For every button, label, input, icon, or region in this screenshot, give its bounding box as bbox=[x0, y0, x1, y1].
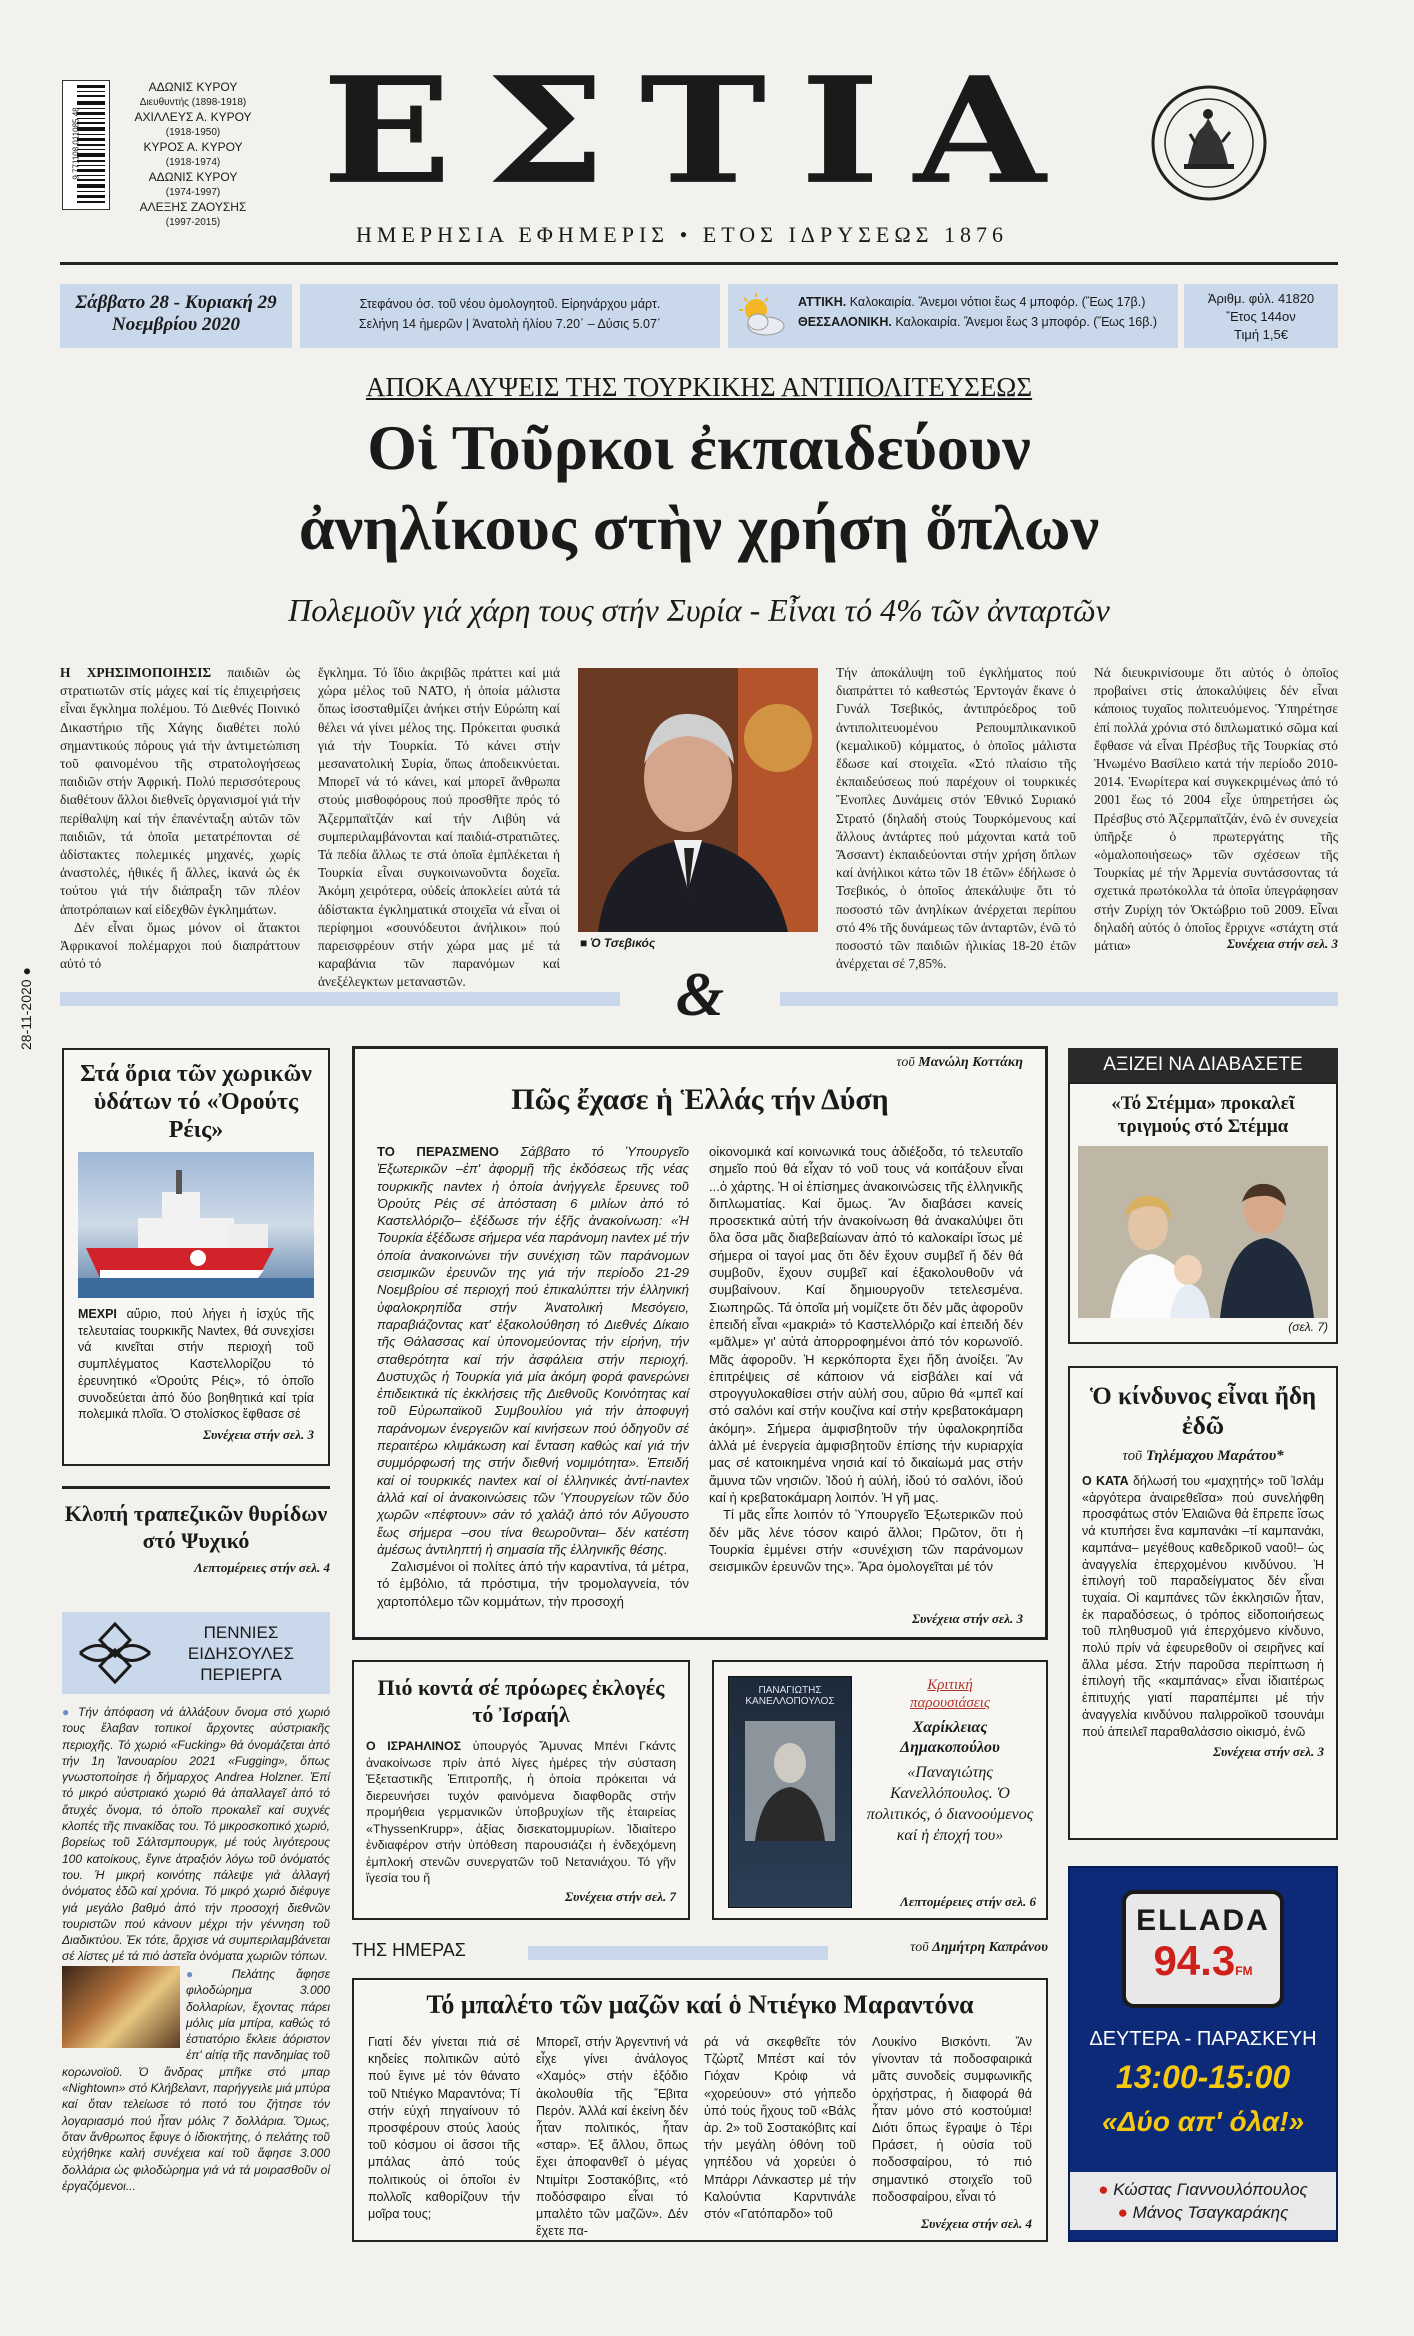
main-col-4: Νά διευκρινίσουμε ὅτι αὐτός ὁ ὁποῖος προβαίνει στίς ἀποκαλύψεις δέν εἶναι κάποιος τυχαῖος πολιτευόμενος. Ὑπηρέτησε ἐπί πολλά χρόνια στό διπλωματικό σῶμα καί ἔφθασε νά εἶναι Πρέσβυς τῆς Τουρκίας στό Ἠνωμένο Βασίλειο κατά τήν περίοδο 2010-2014. Ἐνωρίτερα καί συγκεκριμένως ἀπό τό 2001 ἕως τό 2004 εἶχε ὑπηρετήσει ὡς Πρέσβυς στό Ἀζερμπαϊτζάν, ἐνῶ ἐν συνεχεία ὑπῆρξε ὁ πρωτεργάτης τῆς «ὁμαλοποιήσεως» τῶν σχέσεων τῆς Τουρκίας μέ τήν Ἀρμενία συντάσσοντας τά σχετικά πρωτόκολλα τά ὁποῖα ὑπεγράφησαν στήν Ζυρίχη τόν Ὀκτώβριο τοῦ 2009. Εἶναι δηλαδή αὐτός ὁ ὁποῖος ἔρριχνε «στάχτη στά μάτια» bbox=[1094, 665, 1338, 954]
israel-box bbox=[352, 1660, 690, 1920]
news-item-1: ● Τήν ἀπόφαση νά ἀλλάξουν ὄνομα στό χωριό τους ἔλαβαν τοπικοί ἄρχοντες αὐστριακῆς περιοχῆς. Τό χωριό «Fucking» θά ὀνομάζεται ἀπό τήν 1η Ἰανουαρίου 2021 «Fugging», ὅπως γνωστοποίησε ἡ δήμαρχος Andrea Holzner. Ἐπί τό μικρό αὐστριακό χωριό θά ἀπαλλαγεῖ ἀπό τό ἄτυχές ὄνομα, τό ὁποῖο προκαλεῖ καί συχνές κλοπές τῆς πινακίδας του. Τό μικροσκοπικό χωριό, βορείως τοῦ Σάλτσμπουργκ, μέ τούς λιγότερους 100 κατοίκους, ἔγινε ἀτραξιόν λόγω τοῦ ὀνόματός του. Ἡ μικρή κοινότης πάλεψε γιά ἀλλαγή ὀνόματος ἐδῶ καί χρόνια. Τό μικρό χωριό διέφυγε γιά μεγάλο βαθμό ἀπό τήν προσοχή διεθνῶν τουριστῶν πού κάνουν μέχρι τήν γέννηση τοῦ Διαδικτύου. Ἐκ τότε, ἄρχισε νά συμπεριλαμβάνεται σέ λίστες μέ τά πιό ἀστεῖα ὀνόματα χωριῶν τόπων. bbox=[62, 1705, 330, 1964]
founder-4: ΑΔΩΝΙΣ ΚΥΡΟΥ (1974-1997) bbox=[148, 170, 238, 198]
radio-days: ΔΕΥΤΕΡΑ - ΠΑΡΑΣΚΕΥΗ bbox=[1089, 2028, 1317, 2050]
radio-logo bbox=[1122, 1890, 1284, 2008]
worth-photo bbox=[1078, 1146, 1328, 1318]
day-col-2: Μπορεῖ, στήν Ἀργεντινή νά εἶχε γίνει ἀνάλογος «Χαμός» στήν ἐξόδιο ἀκολουθία τῆς Ἔβιτα Περόν. Ἀλλά καί ἐκείνη δέν ἦταν πολιτικός, ἦταν «σταρ». Ἐξ ἄλλου, ὅπως ἔχει ἀποφανθεῖ ὁ μέγας Ντιμίτρι Σοστακόβιτς, «τό ποδόσφαιρο εἶναι τό μπαλέτο τῶν μαζῶν». Δέν ἔχετε πα- bbox=[536, 2035, 688, 2239]
review-label: Κριτική παρουσιάσεις bbox=[910, 1677, 990, 1711]
masthead-title: ΕΣΤΙΑ bbox=[322, 45, 1080, 218]
barcode-number: 9 771108 011085 48 bbox=[71, 107, 81, 180]
day-rule bbox=[528, 1946, 828, 1960]
date-line-1: Σάββατο 28 - Κυριακή 29 bbox=[75, 292, 277, 313]
israel-continue[interactable]: Συνέχεια στήν σελ. 7 bbox=[565, 1888, 676, 1904]
main-subhead: Πολεμοῦν γιά χάρη τους στήν Συρία - Εἶναι τό 4% τῶν ἀνταρτῶν bbox=[288, 592, 1110, 628]
oruc-photo bbox=[78, 1152, 314, 1298]
main-lead: Η ΧΡΗΣΙΜΟΠΟΙΗΣΙΣ bbox=[60, 665, 212, 680]
header-rule bbox=[60, 262, 1338, 265]
issue-price: Τιμή 1,5€ bbox=[1234, 327, 1288, 342]
danger-box bbox=[1068, 1366, 1338, 1840]
radio-host-1: ● Κώστας Γιαννουλόπουλος bbox=[1098, 2180, 1308, 2199]
news-item-2: ● Πελάτης ἄφησε φιλοδώρημα 3.000 δολλαρίων, ἔχοντας πάρει μόλις μία μπίρα, καθώς τό ἑστιατόριο ἔκλειε ἀόριστον ἐπ' αἰτίᾳ τῆς πανδημίας τοῦ κορωνοϊοῦ. Ὁ ἄνδρας μπῆκε στό μπαρ «Nightown» στό Κλήβελαντ, παρήγγειλε μιά μπύρα καί ὅταν τελείωσε τό ποτό του ζήτησε τόν λογαριασμό πού ἦταν μόλις 7 δολλάρια. Ὅμως, ὅταν ἄνθρωπος ἔφυγε ὁ ἰδιοκτήτης, ὁ πελάτης τοῦ εὐχήθηκε καλή συνέχεια καί τοῦ ἄφησε 3.000 δολλάρια ὡς φιλοδώρημα γιά νά τά μοιρασθοῦν οἱ ἐργαζόμενοι... bbox=[62, 1967, 330, 2193]
book-portrait-icon bbox=[745, 1721, 835, 1841]
day-title: Τό μπαλέτο τῶν μαζῶν καί ὁ Ντιέγκο Μαραντόνα bbox=[426, 1990, 974, 2019]
review-book-title: «Παναγιώτης Κανελλόπουλος. Ὁ πολιτικός, ὁ διανοούμενος καί ἡ ἐποχή του» bbox=[866, 1764, 1034, 1844]
oruc-continue[interactable]: Συνέχεια στήν σελ. 3 bbox=[203, 1426, 314, 1442]
west-byline: τοῦ Μανώλη Κοττάκη bbox=[896, 1055, 1023, 1070]
worth-page[interactable]: (σελ. 7) bbox=[1288, 1320, 1328, 1334]
divider-left bbox=[60, 992, 620, 1006]
seal-icon bbox=[1150, 84, 1268, 202]
main-photo bbox=[578, 668, 818, 932]
founder-5: ΑΛΕΞΗΣ ΖΑΟΥΣΗΣ (1997-2015) bbox=[139, 200, 247, 228]
review-text bbox=[862, 1676, 1038, 1846]
masthead-subtitle: ΗΜΕΡΗΣΙΑ ΕΦΗΜΕΡΙΣ • ΕΤΟΣ ΙΔΡΥΣΕΩΣ 1876 bbox=[356, 222, 1008, 247]
day-col-4: Λουκίνο Βισκόντι. Ἄν γίνονταν τά ποδοσφαιρικά μᾶτς συνοδείς συμφωνικῆς ὀρχήστρας, ἡ διαφορά θά ἦταν μόνο στό κοστούμια! Διότι ὅπως ἔγραψε ὁ Τέρι Πράσετ, ἡ οὐσία τοῦ ποδοσφαίρου, τό πιό σημαντικό στοιχεῖο τοῦ ποδοσφαίρου, εἶναι τό bbox=[872, 2035, 1032, 2204]
bullet-icon: ● bbox=[186, 1967, 211, 1981]
main-headline-1: Οἱ Τοῦρκοι ἐκπαιδεύουν bbox=[367, 412, 1031, 483]
radio-frequency: 94.3FM bbox=[1153, 1937, 1253, 1984]
side-date: 28-11-2020 ● bbox=[18, 967, 34, 1050]
oruc-text: ΜΕΧΡΙ αὔριο, πού λήγει ἡ ἰσχύς τῆς τελευταίας τουρκικῆς Navtex, θά συνεχίσει νά κινεῖται στήν περιοχή τοῦ συμπλέγματος Καστελλορίζου τό ἐρευνητικό «Ὀρούτς Ρέις», τό ὁποῖο συνοδεύεται ἀπό δύο βοηθητικά καί τρία πολεμικά πλοῖα. Ὁ στολίσκος ἔφθασε σέ bbox=[78, 1307, 314, 1422]
review-author: Χαρίκλειας Δημακοπούλου bbox=[900, 1719, 1000, 1756]
west-continue[interactable]: Συνέχεια στήν σελ. 3 bbox=[912, 1611, 1023, 1626]
ship-icon bbox=[78, 1152, 314, 1298]
review-continue[interactable]: Λεπτομέρειες στήν σελ. 6 bbox=[900, 1894, 1036, 1909]
radio-ad[interactable] bbox=[1068, 1866, 1338, 2242]
barcode bbox=[62, 80, 110, 210]
radio-station: ELLADA bbox=[1136, 1904, 1270, 1937]
west-title: Πῶς ἔχασε ἡ Ἑλλάς τήν Δύση bbox=[511, 1083, 889, 1116]
bullet-icon: ● bbox=[62, 1705, 72, 1719]
radio-show: «Δύο απ' όλα!» bbox=[1101, 2106, 1305, 2137]
main-col-1-text-b: Δέν εἶναι ὅμως μόνον οἱ ἄτακτοι Ἀφρικανοί πολέμαρχοι πού διαπράττουν αὐτό τό bbox=[60, 919, 300, 972]
book-cover-title: ΠΑΝΑΓΙΩΤΗΣ ΚΑΝΕΛΛΟΠΟΥΛΟΣ bbox=[745, 1685, 835, 1707]
worth-title: «Τό Στέμμα» προκαλεῖ τριγμούς στό Στέμμα bbox=[1111, 1093, 1295, 1137]
west-col-1: ΤΟ ΠΕΡΑΣΜΕΝΟ Σάββατο τό Ὑπουργεῖο Ἐξωτερικῶν –ἐπ' ἀφορμῇ τῆς ἐκδόσεως τῆς νέας τουρκικῆς navtex ἡ ὁποία ἀνήγγελε ἔρευνες τοῦ Ὀρούτς Ρέις σέ ἀπόσταση 6 μιλίων ἀπό τό Καστελλόριζο– ἐξέδωσε τήν ἑξῆς ἀνακοίνωση: «Ἡ Τουρκία ἐξέδωσε σήμερα νέα παράνομη navtex μέ τήν ὁποία ἀνακοινώνει τήν συνέχιση τῶν παράνομων σεισμικῶν ἐρευνῶν της γιά τήν περίοδο 21-29 Νοεμβρίου σέ περιοχή πού ἐπικαλύπτει τήν ἑλληνική ὑφαλοκρηπίδα στήν Ἀνατολική Μεσόγειο, παραβιάζοντας κατ' ἐξακολούθηση τό Διεθνές Δίκαιο τῆς Θάλασσας καί ὑπονομεύοντας τήν εἰρήνη, τήν σταθερότητα καί τήν ἀσφάλεια στήν περιοχή. Δυστυχῶς ἡ Τουρκία γιά μία ἀκόμη φορά φανερώνει ἐπιδεικτικά τίς ἐκκλήσεις τῆς Διεθνοῦς Κοινότητας καί τοῦ Εὐρωπαϊκοῦ Συμβουλίου γιά τήν ἀποφυγή παράνομων ἐνεργειῶν καί κινήσεων πού ὁδηγοῦν σέ περαιτέρω κλιμάκωση καί ἔνταση καθώς καί γιά τήν συμμόρφωσή της στήν διεθνή νομιμότητα». Ἐπειδή καί οἱ τουρκικές navtex καί οἱ ἑλληνικές ἀντί-navtex ἀλλά καί οἱ ἀνακοινώσεις τῶν Ὑπουργείων τῶν δύο χωρῶν «πέφτουν» σάν τό χαλάζι ἀπό τόν Αὔγουστο ἕως σήμερα –σου τίνα θεωροῦνται– δέν κατέστη ἀμέσως ἀντιληπτή ἡ σημασία τῆς ἑλληνικῆς θέσης. Ζαλισμένοι οἱ πολίτες ἀπό τήν καραντίνα, τά μέτρα, τό ἐμβόλιο, τά πρόστιμα, τήν τρομολαγνεία, τόν χαρτοπόλεμο τῶν κομμάτων, τήν προσοχή bbox=[377, 1144, 689, 1609]
israel-text: Ο ΙΣΡΑΗΛΙΝΟΣ ὑπουργός Ἄμυνας Μπένι Γκάντς ἀνακοίνωσε πρίν ἀπό λίγες ἡμέρες τήν σύσταση Ἐξεταστικῆς Ἐπιτροπῆς, ἡ ὁποία πρόκειται νά διερευνήσει τυχόν φαινόμενα διαφθορᾶς στήν προμήθεια γερμανικῶν ὑποβρυχίων τῆς ἑταιρείας «ThyssenKrupp», ἀξίας δισεκατομμυρίων. Ἰδιαίτερο ἐνδιαφέρον στήν ὑπόθεση παρουσιάζει ἡ ἐνδεχόμενη ἐμπλοκή στενῶν συνεργατῶν τοῦ Νετανιάχου. Τό γῆν ἴγεσία του ἤ bbox=[366, 1739, 676, 1885]
weather-sun-cloud-icon bbox=[736, 292, 788, 340]
saints-line-2: Σελήνη 14 ἡμερῶν | Ἀνατολὴ ἡλίου 7.20΄ – Δύσις 5.07΄ bbox=[358, 317, 662, 331]
main-col-1-text: παιδιῶν ὡς στρατιωτῶν στίς μάχες καί τίς ἐπιχειρήσεις εἶναι ἔγκλημα πολέμου. Τό Διεθνές Ποινικό Δικαστήριο τῆς Χάγης διαθέτει πολύ σημαντικούς πόρους γιά τήν ἀντιμετώπιση τοῦ φαινομένου τῆς στρατολογήσεως παιδιῶν στήν Ἀφρική. Πολύ περισσότερους διαθέτουν ἄλλοι διεθνεῖς ὀργανισμοί γιά τήν περίθαλψη καί τήν ἐπανένταξη αὐτῶν τῶν παιδιῶν, τά ὁποῖα μετατρέπονται σέ ἀδίστακτες πολεμικές μηχανές, χωρίς ἀναστολές, ἠθικές ἤ ἄλλες, ἱκανά ὡς ἐκ τούτου γιά τήν διάπραξη τῶν πλέον ἀποτρόπαιων καί εἰδεχθῶν ἐγκλημάτων. bbox=[60, 665, 300, 917]
founders-list bbox=[118, 80, 268, 230]
theft-rule bbox=[62, 1486, 330, 1489]
book-cover bbox=[728, 1676, 852, 1908]
danger-byline: τοῦ Τηλέμαχου Μαράτου* bbox=[1122, 1448, 1284, 1464]
founder-2: ΑΧΙΛΛΕΥΣ Α. ΚΥΡΟΥ (1918-1950) bbox=[134, 110, 252, 138]
israel-title: Πιό κοντά σέ πρόωρες ἐκλογές τό Ἰσραήλ bbox=[377, 1675, 665, 1727]
issue-box bbox=[1184, 284, 1338, 348]
radio-hosts bbox=[1070, 2172, 1336, 2230]
date-line-2: Νοεμβρίου 2020 bbox=[112, 314, 240, 335]
barcode-icon bbox=[63, 81, 110, 210]
main-kicker: ΑΠΟΚΑΛΥΨΕΙΣ ΤΗΣ ΤΟΥΡΚΙΚΗΣ ΑΝΤΙΠΟΛΙΤΕΥΣΕΩΣ bbox=[365, 372, 1033, 402]
day-box bbox=[352, 1978, 1048, 2242]
day-col-1: Γιατί δέν γίνεται πιά σέ κηδείες πολιτικῶν αὐτό πού ἔγινε μέ τόν θάνατο τοῦ Ντιέγκο Μαραντόνα; Τί στήν εὐχή πηγαίνουν τό προσφέρουν στούς λαούς τοῦ κόσμου οἱ ἄσσοι τῆς μπάλας ἀπό τούς πολιτικούς οἱ ὁποῖοι ἐν πολλοῖς καθορίζουν τήν μοῖρα τους; bbox=[368, 2035, 520, 2222]
saints-box bbox=[300, 284, 720, 348]
founder-3: ΚΥΡΟΣ Α. ΚΥΡΟΥ (1918-1974) bbox=[143, 140, 243, 168]
main-col-2: ἔγκλημα. Τό ἴδιο ἀκριβῶς πράττει καί μιά χώρα μέλος τοῦ ΝΑΤΟ, ἡ ὁποία μάλιστα ὅπως ἰσοσταθμίζει ἀνήκει στήν Εὐρώπη καί θέλει νά γίνει μέλος της. Πρόκειται φυσικά γιά τήν Τουρκία. Τό κάνει στήν μεσανατολική Συρία, ὅπως ἀποδεικνύεται. Μπορεῖ νά τό κάνει, καί μπορεῖ ἄνθρωπα στούς μισθοφόρους πού προσθῆτε πρός τό Ἀζερμπαϊτζάν καί τήν Λιβύη νά συμπεριλαμβάνονται καί παιδιά-στρατιῶτες. Τά πεδία ἄλλως τε στά ὁποῖα ἐμπλέκεται ἡ Τουρκία εἶναι συγκοινωνοῦντα δοχεῖα. Ἀκόμη χειρότερα, οὐδείς ἀποκλείει αὐτά τά ἀδίστακτα ἐγκληματικά στοιχεῖα νά εἶναι οἱ περίφημοι «σουνόδευτοι ἀνήλικοι» πού παρεισφρέουν στήν χώρα μας μέ τά καραβάνια τῶν παρανόμων καί ἀνεξέλεγκτων μεταναστῶν. bbox=[318, 665, 560, 990]
issue-year: Ἔτος 144ον bbox=[1226, 309, 1296, 324]
weather-box bbox=[728, 284, 1178, 348]
day-continue[interactable]: Συνέχεια στήν σελ. 4 bbox=[921, 2216, 1032, 2231]
royal-family-photo-icon bbox=[1078, 1146, 1328, 1318]
west-box bbox=[352, 1046, 1048, 1640]
day-label: ΤΗΣ ΗΜΕΡΑΣ bbox=[352, 1940, 466, 1960]
oruc-box bbox=[62, 1048, 330, 1466]
worth-label: ΑΞΙΖΕΙ ΝΑ ΔΙΑΒΑΣΕΤΕ bbox=[1068, 1048, 1338, 1082]
day-col-3: ρά νά σκεφθεῖτε τόν Τζώρτζ Μπέστ καί τόν Γιόχαν Κρόιφ νά «χορεύουν» στό γήπεδο ὑπό τούς ἤχους τοῦ «Βάλς ἀρ. 2» τοῦ Σοστακόβιτς καί τήν μεγάλη ὁθόνη τοῦ γηπέδου νά χορεύει ὁ Μπάρρι Λάνκαστερ μέ τήν Καλούντια Καρντινάλε στόν «Γατόπαρδο» τοῦ bbox=[704, 2035, 856, 2222]
danger-text: Ο ΚΑΤΑ δήλωσή του «μαχητής» τοῦ Ἰσλάμ «ἀργότερα ἀναιρεθεῖσα» πού συνελήφθη προσφάτως στόν Ἐλαιῶνα θά ἔπρεπε ἴσως νά κτυπήσει ἕνα καμπανάκι –τί καμπανάκι, καμπάνα– μεγέθους καθεδρικοῦ ναοῦ!– ὡς ἀναγγελία ἐπερχομένου κινδύνου. Ἡ ἐπιλογή τοῦ παραδείγματος δέν εἶναι τυχαία. Οἱ καμπάνες τῶν ἐκκλησιῶν ἦταν, ἐκ παραδόσεως, ὁ τρόπος εἰδοποιήσεως τοῦ πληθυσμοῦ γιά ἐπερχόμενο κίνδυνο, πολύ πρίν νά ἐφευρεθοῦν οἱ σειρῆνες καί ἄλλα μέσα. Στήν παροῦσα περίπτωση ἡ ἐπιλογή τῆς «καμπάνας» εἶναι ἰδιαιτέρως ἐπιτυχής γιατί παραπέμπει μέ τήν ἀναγγελία κινδύνου παλιρροϊκοῦ τσουνάμι πού ἀπειλεῖ παραθαλάσσιο οἰκισμό, ἐνῶ bbox=[1082, 1474, 1324, 1739]
weather-thessaloniki: ΘΕΣΣΑΛΟΝΙΚΗ. Καλοκαιρία. Ἄνεμοι ἕως 3 μποφόρ. (Ἕως 16β.) bbox=[798, 315, 1158, 329]
radio-host-2: ● Μάνος Τσαγκαράκης bbox=[1117, 2203, 1289, 2222]
worth-box bbox=[1068, 1082, 1338, 1344]
radio-time: 13:00-15:00 bbox=[1115, 2059, 1291, 2095]
weather-attica: ΑΤΤΙΚΗ. Καλοκαιρία. Ἄνεμοι νότιοι ἕως 4 μποφόρ. (Ἕως 17β.) bbox=[798, 295, 1146, 309]
portrait-man-icon bbox=[578, 668, 818, 932]
saints-line-1: Στεφάνου όσ. τοῦ νέου ὁμολογητοῦ. Εἰρηνάρχου μάρτ. bbox=[359, 297, 661, 311]
review-box bbox=[712, 1660, 1048, 1920]
theft-continue[interactable]: Λεπτομέρειες στήν σελ. 4 bbox=[194, 1560, 330, 1575]
ornament-icon bbox=[72, 1618, 158, 1688]
date-box bbox=[60, 284, 292, 348]
theft-title: Κλοπή τραπεζικῶν θυρίδων στό Ψυχικό bbox=[64, 1501, 328, 1553]
main-headline-2: ἀνηλίκους στὴν χρήση ὅπλων bbox=[298, 492, 1100, 563]
founder-1: ΑΔΩΝΙΣ ΚΥΡΟΥ Διευθυντής (1898-1918) bbox=[139, 80, 247, 108]
oruc-title: Στά ὅρια τῶν χωρικῶν ὑδάτων τό «Ὀρούτς Ρέις» bbox=[80, 1061, 312, 1143]
issue-number: Ἀριθμ. φύλ. 41820 bbox=[1207, 291, 1315, 306]
masthead-seal bbox=[1150, 84, 1268, 202]
day-byline: τοῦ Δημήτρη Καπράνου bbox=[910, 1940, 1048, 1955]
main-col-1 bbox=[60, 664, 300, 973]
main-col-3: Τήν ἀποκάλυψη τοῦ ἐγκλήματος πού διαπράττει τό καθεστώς Ἐρντογάν ἔκανε ὁ Γυνάλ Τσεβικός, ἀντιπρόεδρος τοῦ ἀντιπολιτευομένου Ρεπουμπλικανικοῦ (κεμαλικοῦ) κόμματος, ὁ ὁποῖος μάλιστα ἔδωσε καί στοιχεῖα. «Στό πλαίσιο τῆς ἐκπαιδεύσεως πού παρέχουν οἱ τουρκικές Ἔνοπλες Δυνάμεις στόν Ἐθνικό Συριακό Στρατό (δηλαδή στούς Τουρκόμενους καί ἄλλους ἀντάρτες πού μάχονται κατά τοῦ Ἄσσαντ) ἐκπαιδεύονται στήν χρήση ὅπλων καί ἀνήλικοι κάτω τῶν 18 ἐτῶν» ἐδήλωσε ὁ Τσεβικός, ὁ ὁποῖος ἀπεκάλυψε ὅτι τό ποσοστό τῶν ἀνηλίκων ἀνέρχεται περίπου στό 4% τῆς δυνάμεως τῶν ἀνταρτῶν, ἐνῶ τό ποσοστό τῶν παιδιῶν ἡλικίας 18-20 ἐτῶν ἀνέρχεται σέ 7,85%. bbox=[836, 665, 1076, 972]
main-photo-caption: ■ Ὁ Τσεβικός bbox=[580, 936, 656, 950]
danger-title: Ὁ κίνδυνος εἶναι ἤδη ἐδῶ bbox=[1089, 1383, 1317, 1440]
west-col-2: οἰκονομικά καί κοινωνικά τους ἀδιέξοδα, τό τελευταῖο σημεῖο πού θά εἶχαν τό νοῦ τους νά κοιτάξουν εἶναι ...ὁ χάρτης. Ἡ οἱ ἐπίσημες ἀνακοινώσεις τῆς ἑλληνικῆς διπλωματίας. Καί ὅμως. Ἄν διαβάσει κανείς προσεκτικά αὐτή τήν ἀνακοίνωση θά ἀνακαλύψει ὅτι ὅλα ὅσα μᾶς διαβεβαίωναν ἀπό τό καλοκαίρι ἴσως μέ σήμερα οἱ ταγοί μας ὅτι δέν ἔχουν συμβεῖ ἤ δέν θά συμβοῦν, ἔχουν συμβεῖ καί ἐξακολουθοῦν νά συμβαίνουν. Καί δημιουργοῦν τετελεσμένα. Σιωπηρῶς. Τά ὁποῖα μή νομίζετε ὅτι δέν μᾶς ἀφοροῦν ἐπειδή εἶναι «μακριά» τό Καστελλόριζο καί ἐπειδή δέν «μᾶλμε» γι' αὐτά ἀπορροφημένοι ἀπό τόν κορωνοϊό. Μᾶς ἀφοροῦν. Ἡ κερκόπορτα ἔχει ἤδη ἀνοίξει. Ἄν ἐπιτρέψεις σέ κάποιον νά εἰσβάλει καί νά στρογγυλοκαθίσει στήν αὐλή σου, αὔριο θά «μπεῖ καί στό σαλόνι καί στήν κουζίνα καί στήν κρεβατοκάμαρη ἀκόμη». Σήμερα ἀμφισβητοῦν τήν ὑφαλοκρηπίδα ἀλλά μέ ἐνεργεία ἀμφισβητοῦν ἐπίσης τήν κυριαρχία μας σέ κατοικημένα νησιά καί τό δικαίωμά μας στήν ἄμυνα τῶν νησιῶν. Ἰδού ἡ αὐλή, ἰδού τό σαλόνι, ἰδού καί ἡ κρεβατοκάμαρη λοιπόν. Ἡ γῆ μας. Τί μᾶς εἶπε λοιπόν τό Ὑπουργεῖο Ἐξωτερικῶν πού δέν μᾶς λένε τόσον καιρό ἄλλοι; Πρῶτον, ὅτι ἡ Τουρκία ἐμμένει στήν «συνέχιση τῶν παράνομων σεισμικῶν ἐρευνῶν της». Ἄρα ὁμολογεῖται μέ τόν bbox=[709, 1144, 1023, 1575]
divider-right bbox=[780, 992, 1338, 1006]
news-header bbox=[62, 1612, 330, 1694]
danger-continue[interactable]: Συνέχεια στήν σελ. 3 bbox=[1213, 1744, 1324, 1760]
ampersand: & bbox=[675, 961, 725, 1029]
main-continue[interactable]: Συνέχεια στήν σελ. 3 bbox=[1227, 936, 1338, 951]
news-title: ΠΕΝΝΙΕΣ ΕΙΔΗΣΟΥΛΕΣ ΠΕΡΙΕΡΓΑ bbox=[187, 1623, 295, 1684]
